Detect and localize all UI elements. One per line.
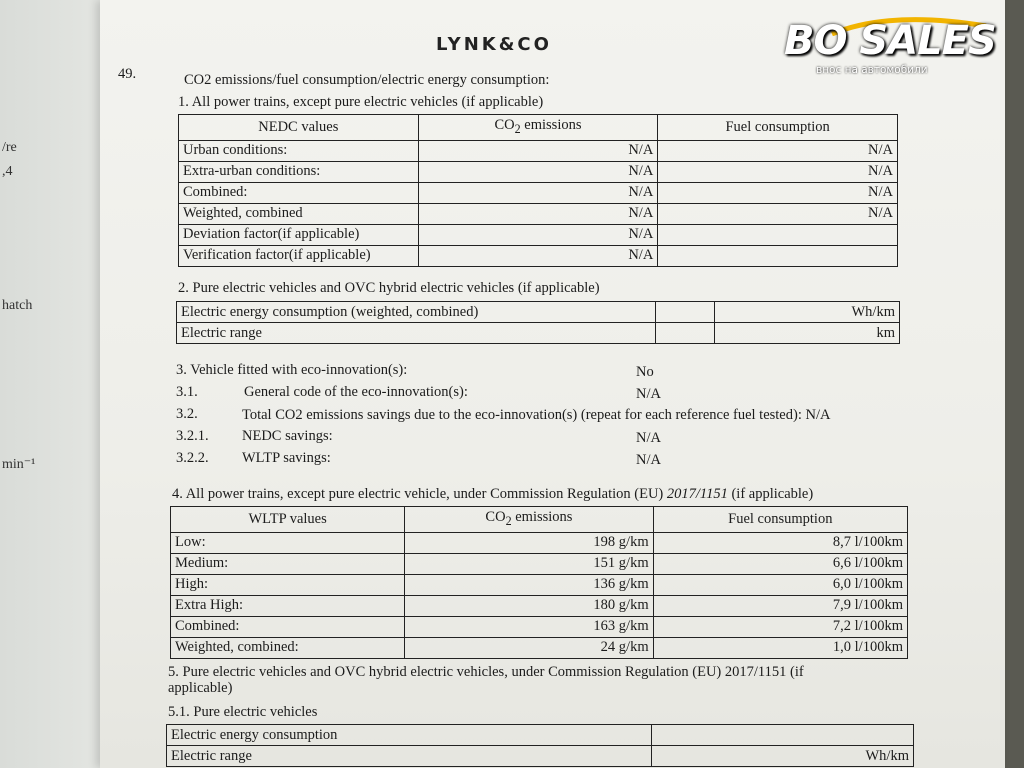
column-header: Fuel consumption (658, 115, 898, 141)
merged-value: N/A (418, 224, 658, 245)
row-label: Electric range (167, 746, 652, 767)
fuel-value: N/A (658, 182, 898, 203)
item-label: General code of the eco-innovation(s): (244, 384, 468, 400)
fuel-value: 6,6 l/100km (653, 553, 907, 574)
table-row (179, 224, 898, 245)
part1-heading: 1. All power trains, except pure electric vehicles (if applicable) (178, 94, 544, 110)
table-row (179, 182, 898, 203)
watermark-text: BO SALES (784, 18, 996, 64)
electric-table (176, 301, 900, 344)
table-row (179, 161, 898, 182)
column-header: Fuel consumption (653, 507, 907, 533)
unit-cell: Wh/km (652, 746, 914, 767)
row-label: Combined: (179, 182, 419, 203)
fuel-value: N/A (658, 161, 898, 182)
row-label: Weighted, combined (179, 203, 419, 224)
document-sheet (100, 0, 1005, 768)
table-row (177, 302, 900, 323)
row-label: Medium: (171, 553, 405, 574)
co2-value: N/A (418, 161, 658, 182)
table-header-row (171, 507, 908, 533)
part5-heading-cont: applicable) (168, 680, 233, 696)
fuel-value: 8,7 l/100km (653, 532, 907, 553)
table-row (179, 245, 898, 266)
unit-cell: km (715, 323, 900, 344)
item-number: 3.1. (176, 384, 198, 400)
wltp-table (170, 506, 908, 659)
fuel-value: 7,9 l/100km (653, 595, 907, 616)
fuel-value: 7,2 l/100km (653, 616, 907, 637)
page-fragment: ,4 (2, 164, 13, 179)
empty-cell (658, 245, 898, 266)
item-value: N/A (636, 452, 661, 468)
heading-text: (if applicable) (727, 486, 814, 502)
item-number: 3.2.1. (176, 428, 209, 444)
item-number: 3.2.2. (176, 450, 209, 466)
column-header: $CO_2$ emissions (418, 115, 658, 141)
column-header: NEDC values (179, 115, 419, 141)
row-label: Verification factor(if applicable) (179, 245, 419, 266)
row-label: Deviation factor(if applicable) (179, 224, 419, 245)
co2-value: 198 g/km (405, 532, 653, 553)
part5-subheading: 5.1. Pure electric vehicles (168, 704, 318, 720)
part5-heading: 5. Pure electric vehicles and OVC hybrid electric vehicles, under Commission Regulation (EU) 2017/1151 (if (168, 664, 804, 680)
row-label: Urban conditions: (179, 140, 419, 161)
item-label: NEDC savings: (242, 428, 333, 444)
page-fragment: /re (2, 140, 17, 155)
row-label: Extra-urban conditions: (179, 161, 419, 182)
row-label: Electric range (177, 323, 656, 344)
table-row (177, 323, 900, 344)
table-row (167, 725, 914, 746)
row-label: Extra High: (171, 595, 405, 616)
fuel-value: N/A (658, 203, 898, 224)
brand-logo: LYNK&CO (436, 34, 552, 55)
table-row (171, 574, 908, 595)
table-row (171, 595, 908, 616)
section-number: 49. (118, 66, 137, 82)
adjacent-page (0, 0, 110, 768)
item-label: Total CO2 emissions savings due to the eco-innovation(s) (repeat for each reference fuel tested): N/A (242, 407, 831, 423)
fuel-value: 1,0 l/100km (653, 637, 907, 658)
merged-value: N/A (418, 245, 658, 266)
table-row (171, 616, 908, 637)
row-label: Weighted, combined: (171, 637, 405, 658)
eco-innovation-label: 3. Vehicle fitted with eco-innovation(s): (176, 362, 408, 378)
table-row (171, 637, 908, 658)
table-row (179, 140, 898, 161)
pure-electric-table (166, 724, 914, 767)
co2-value: 136 g/km (405, 574, 653, 595)
row-label: Electric energy consumption (167, 725, 652, 746)
part4-heading (172, 486, 813, 503)
regulation-number: 2017/1151 (666, 486, 728, 502)
row-label: Electric energy consumption (weighted, combined) (177, 302, 656, 323)
item-number: 3.2. (176, 406, 198, 422)
page-fragment: min⁻¹ (2, 457, 36, 472)
nedc-table (178, 114, 898, 267)
watermark-logo (780, 20, 1002, 76)
watermark-subtext: внос на автомобили (816, 64, 928, 76)
section-title: CO2 emissions/fuel consumption/electric energy consumption: (184, 72, 550, 88)
fuel-value: 6,0 l/100km (653, 574, 907, 595)
fuel-value: N/A (658, 140, 898, 161)
unit-cell (652, 725, 914, 746)
row-label: Combined: (171, 616, 405, 637)
co2-value: 163 g/km (405, 616, 653, 637)
table-header-row (179, 115, 898, 141)
table-row (167, 746, 914, 767)
table-row (179, 203, 898, 224)
co2-value: N/A (418, 140, 658, 161)
item-label: WLTP savings: (242, 450, 331, 466)
item-value: N/A (636, 386, 661, 402)
eco-innovation-value: No (636, 364, 654, 380)
empty-cell (656, 302, 715, 323)
column-header: $CO_2$ emissions (405, 507, 653, 533)
empty-cell (656, 323, 715, 344)
part2-heading: 2. Pure electric vehicles and OVC hybrid electric vehicles (if applicable) (178, 280, 600, 296)
co2-value: 24 g/km (405, 637, 653, 658)
co2-value: N/A (418, 182, 658, 203)
empty-cell (658, 224, 898, 245)
heading-text: 4. All power trains, except pure electric vehicle, under Commission Regulation (EU) (172, 486, 667, 502)
row-label: High: (171, 574, 405, 595)
item-value: N/A (636, 430, 661, 446)
table-row (171, 532, 908, 553)
row-label: Low: (171, 532, 405, 553)
co2-value: 151 g/km (405, 553, 653, 574)
co2-value: 180 g/km (405, 595, 653, 616)
page-fragment: hatch (2, 298, 33, 313)
column-header: WLTP values (171, 507, 405, 533)
co2-value: N/A (418, 203, 658, 224)
unit-cell: Wh/km (715, 302, 900, 323)
table-row (171, 553, 908, 574)
